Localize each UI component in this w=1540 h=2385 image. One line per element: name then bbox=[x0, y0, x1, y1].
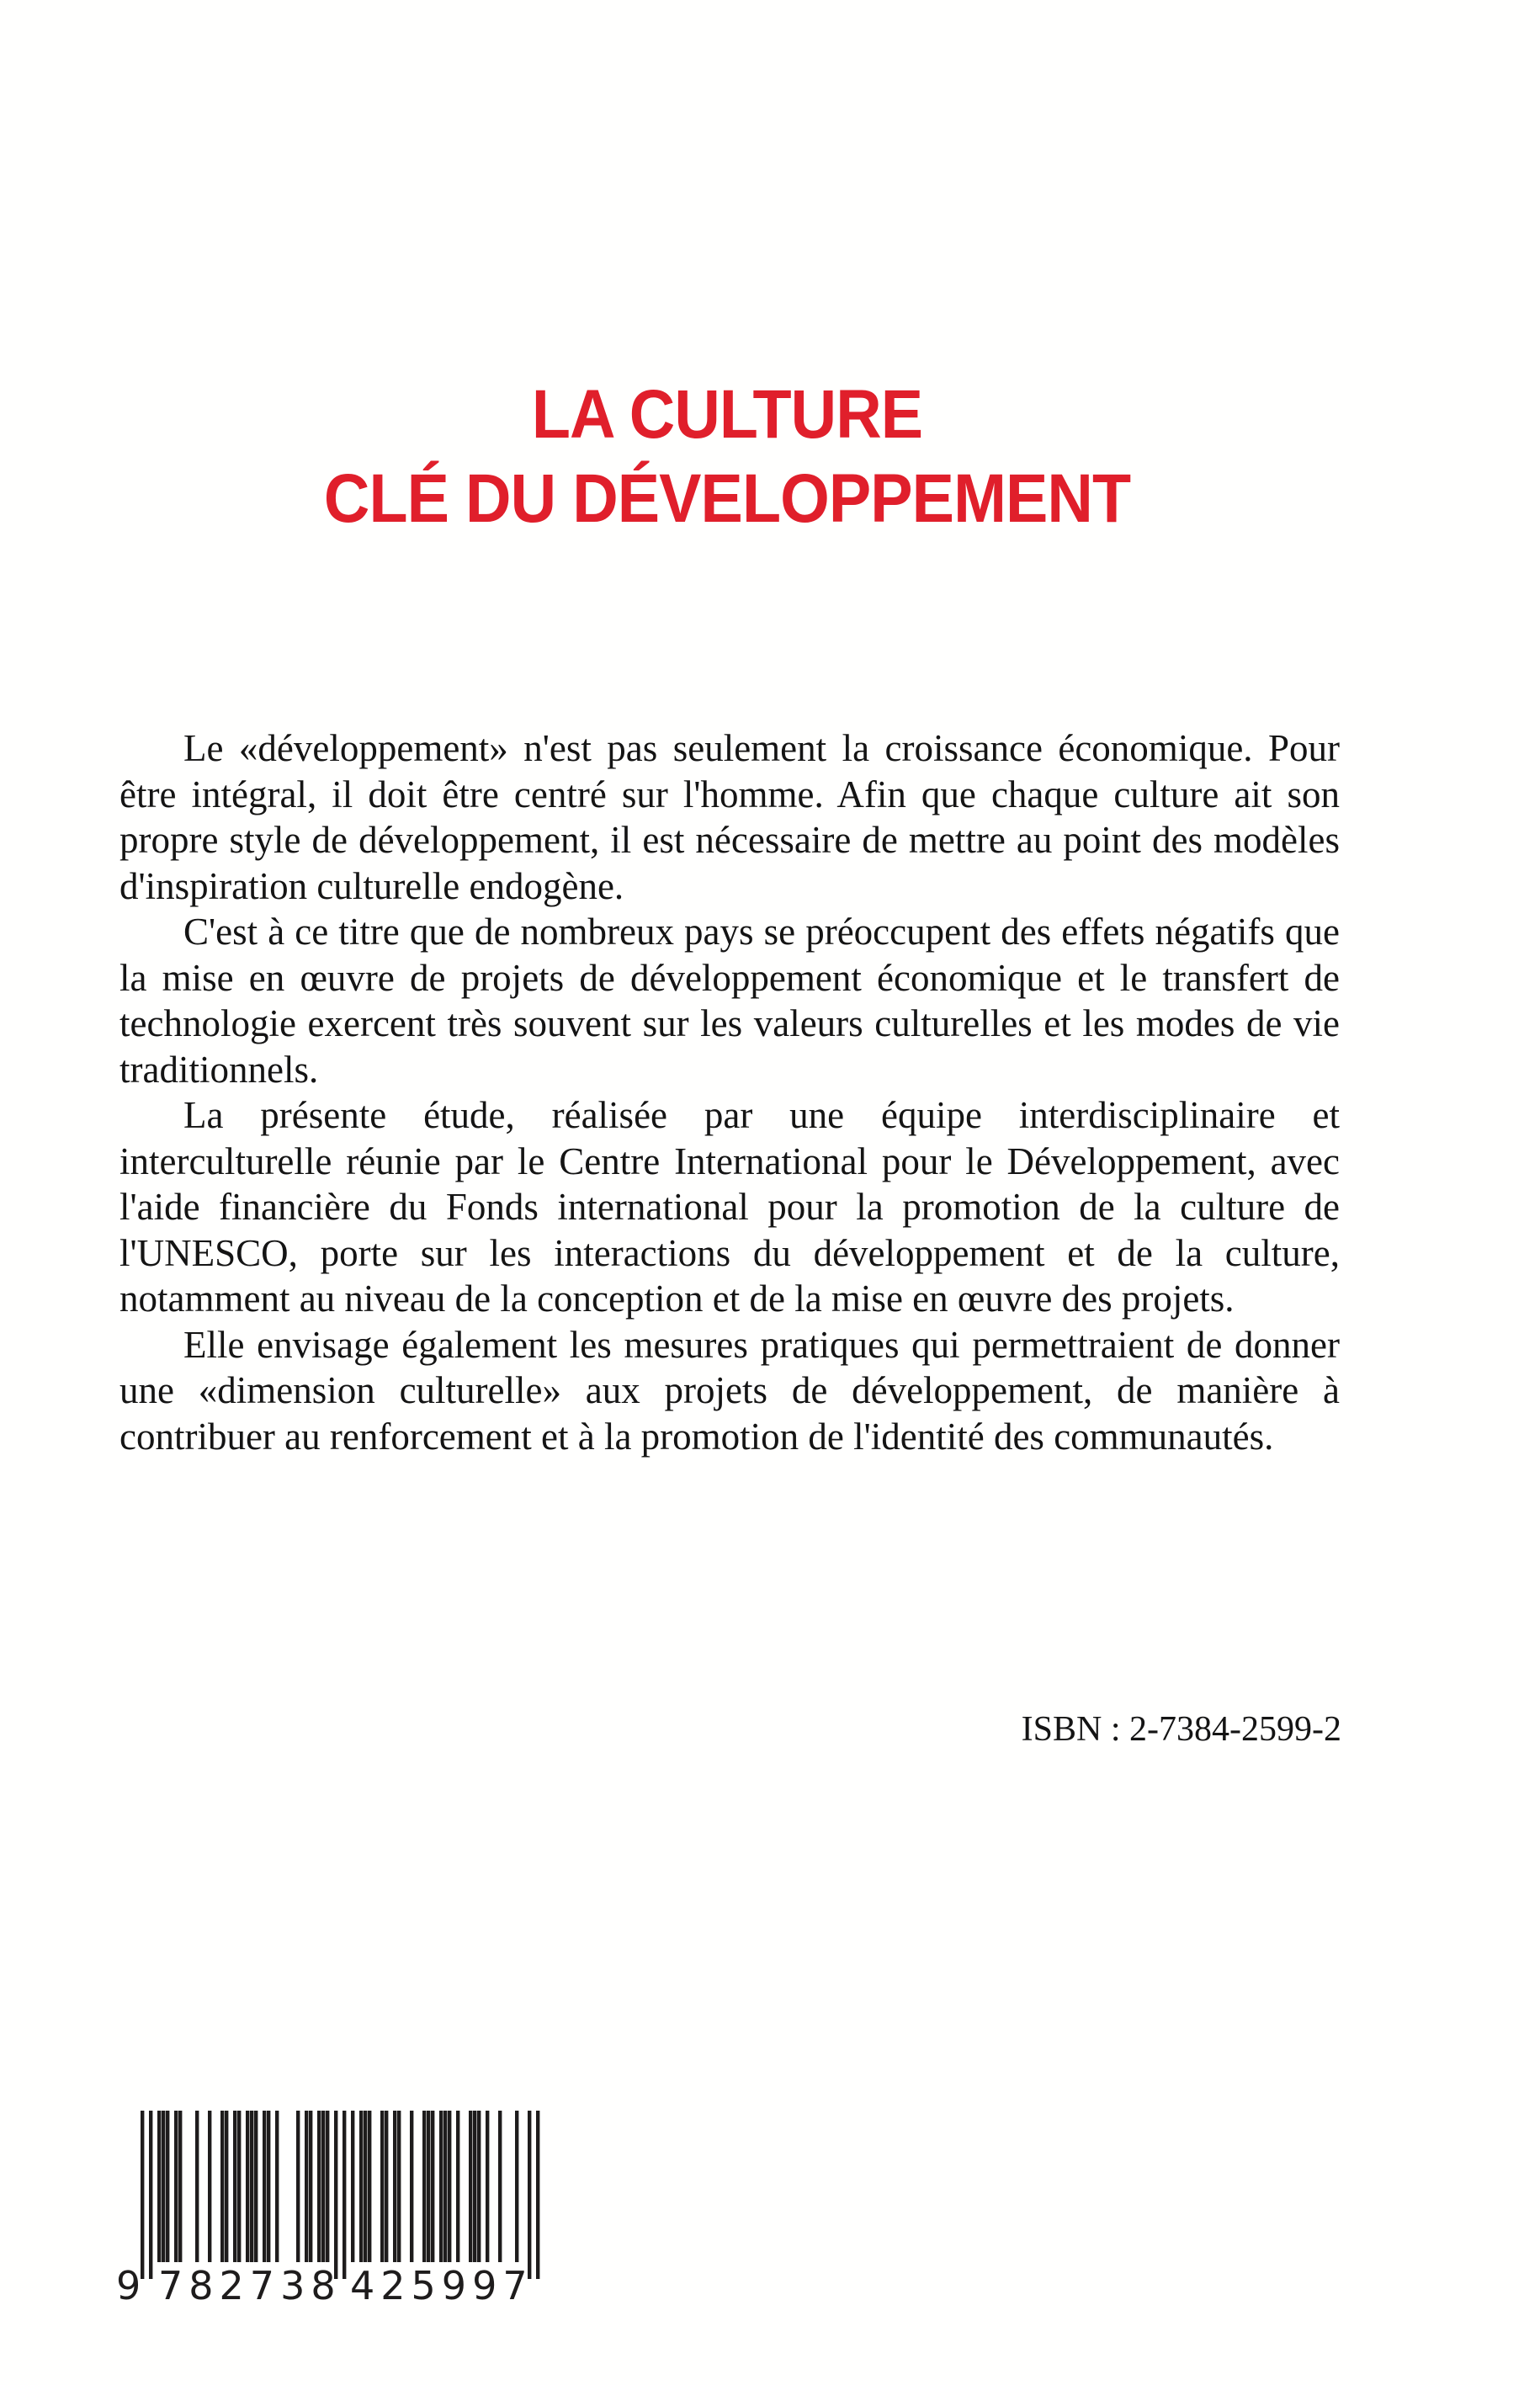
blurb-paragraph-2: C'est à ce titre que de nombreux pays se préoccupent des effets négatifs que la mise en œuvre de projets de développement économique et le transfert de technologie exercent très souvent sur les valeurs culturelles et les modes de vie traditionnels. bbox=[119, 911, 1340, 1091]
title-line-1: LA CULTURE bbox=[531, 375, 923, 453]
barcode-digits-left: 782738 bbox=[158, 2263, 342, 2308]
barcode-number bbox=[116, 2262, 554, 2313]
book-title bbox=[58, 373, 1396, 541]
isbn-label: ISBN : 2-7384-2599-2 bbox=[1021, 1710, 1341, 1749]
blurb-paragraph-3: La présente étude, réalisée par une équipe interdisciplinaire et interculturelle réunie par le Centre International pour le Développement, avec l'aide financière du Fonds international pour la promotion de la culture de l'UNESCO, porte sur les interactions du développement et de la culture, notamment au niveau de la conception et de la mise en œuvre des projets. bbox=[119, 1094, 1340, 1320]
barcode-digits-right: 425997 bbox=[350, 2263, 534, 2308]
barcode-digit-first: 9 bbox=[116, 2263, 141, 2308]
blurb-paragraph-1: Le «développement» n'est pas seulement la croissance économique. Pour être intégral, il doit être centré sur l'homme. Afin que chaque culture ait son propre style de développement, il est nécessaire de mettre au point des modèles d'inspiration culturelle endogène. bbox=[119, 727, 1340, 907]
title-line-2: CLÉ DU DÉVELOPPEMENT bbox=[323, 459, 1131, 537]
blurb-paragraph-4: Elle envisage également les mesures pratiques qui permettraient de donner une «dimension culturelle» aux projets de développement, de manière à contribuer au renforcement et à la promotion de l'identité des communautés. bbox=[119, 1323, 1340, 1458]
cover-blurb bbox=[119, 725, 1340, 1459]
